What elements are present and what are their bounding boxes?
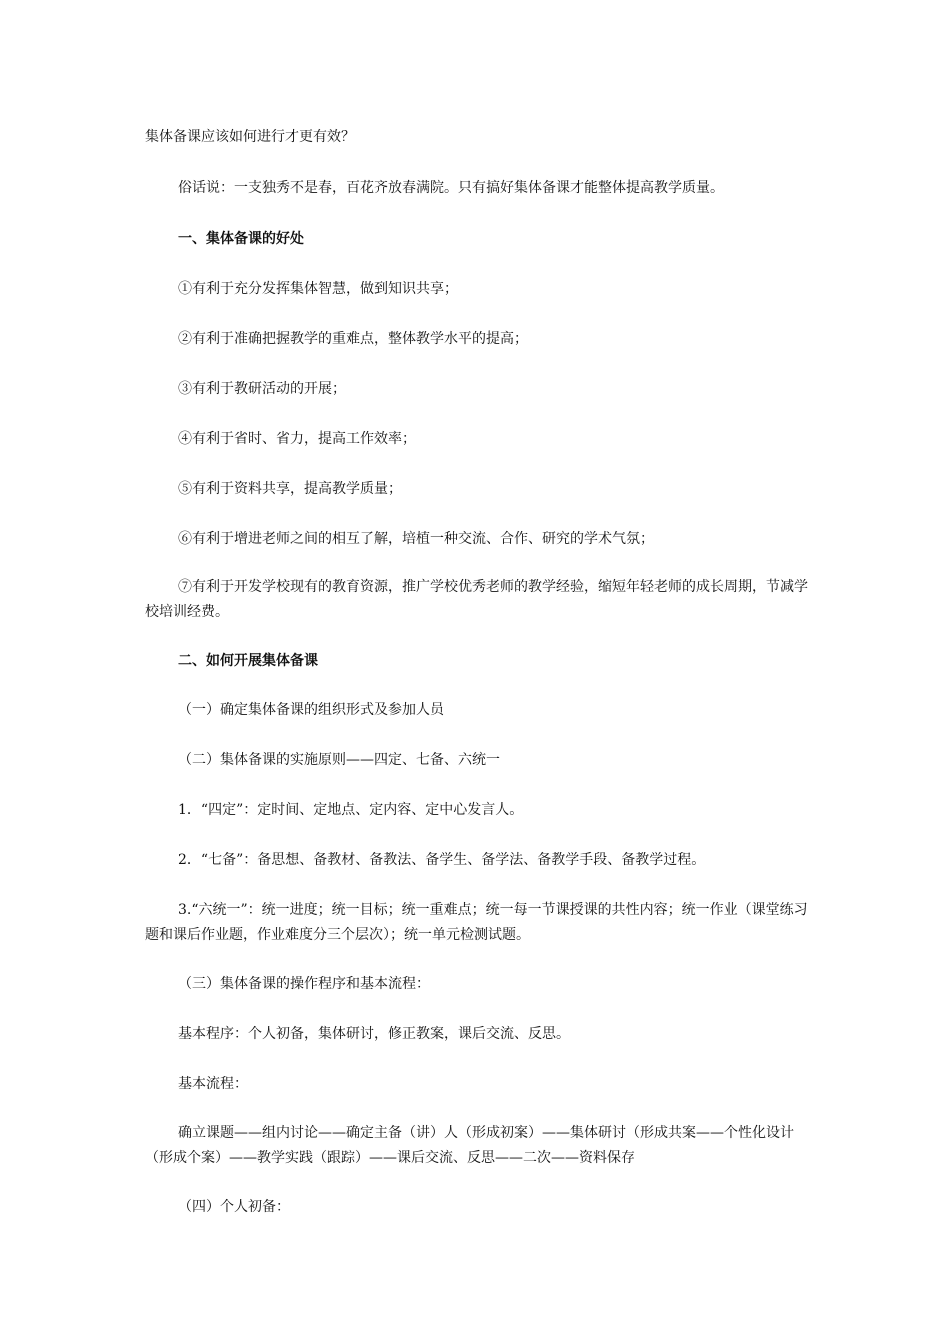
basic-flow-label: 基本流程： [178, 1076, 248, 1092]
benefit-item-4: ④有利于省时、省力，提高工作效率； [178, 431, 416, 447]
principle-six-unified: 3.“六统一”：统一进度；统一目标；统一重难点；统一每一节课授课的共性内容；统一作业（课堂练习题和课后作业题，作业难度分三个层次）；统一单元检测试题。 [145, 902, 808, 943]
benefit-item-2: ②有利于准确把握教学的重难点，整体教学水平的提高； [178, 331, 528, 347]
document-title: 集体备课应该如何进行才更有效？ [145, 129, 355, 145]
benefit-item-6: ⑥有利于增进老师之间的相互了解，培植一种交流、合作、研究的学术气氛； [178, 531, 654, 547]
basic-procedure: 基本程序：个人初备，集体研讨，修正教案，课后交流、反思。 [178, 1026, 570, 1042]
subsection-principles: （二）集体备课的实施原则——四定、七备、六统一 [178, 752, 500, 768]
section-heading-how-to: 二、如何开展集体备课 [178, 653, 318, 669]
principle-four-fixed: 1．“四定”：定时间、定地点、定内容、定中心发言人。 [178, 802, 524, 818]
benefit-item-7: ⑦有利于开发学校现有的教育资源，推广学校优秀老师的教学经验，缩短年轻老师的成长周期，节减学校培训经费。 [145, 579, 808, 620]
benefit-item-1: ①有利于充分发挥集体智慧，做到知识共享； [178, 281, 458, 297]
benefit-item-5: ⑤有利于资料共享，提高教学质量； [178, 481, 402, 497]
principle-seven-prep: 2．“七备”：备思想、备教材、备教法、备学生、备学法、备教学手段、备教学过程。 [178, 852, 706, 868]
basic-flow: 确立课题——组内讨论——确定主备（讲）人（形成初案）——集体研讨（形成共案——个性化设计（形成个案）——教学实践（跟踪）——课后交流、反思——二次——资料保存 [145, 1125, 794, 1166]
subsection-procedure: （三）集体备课的操作程序和基本流程： [178, 976, 430, 992]
section-heading-benefits: 一、集体备课的好处 [178, 231, 304, 247]
intro-paragraph: 俗话说：一支独秀不是春，百花齐放春满院。只有搞好集体备课才能整体提高教学质量。 [178, 180, 724, 196]
subsection-organization: （一）确定集体备课的组织形式及参加人员 [178, 702, 444, 718]
subsection-individual-prep: （四）个人初备： [178, 1199, 290, 1215]
benefit-item-3: ③有利于教研活动的开展； [178, 381, 346, 397]
